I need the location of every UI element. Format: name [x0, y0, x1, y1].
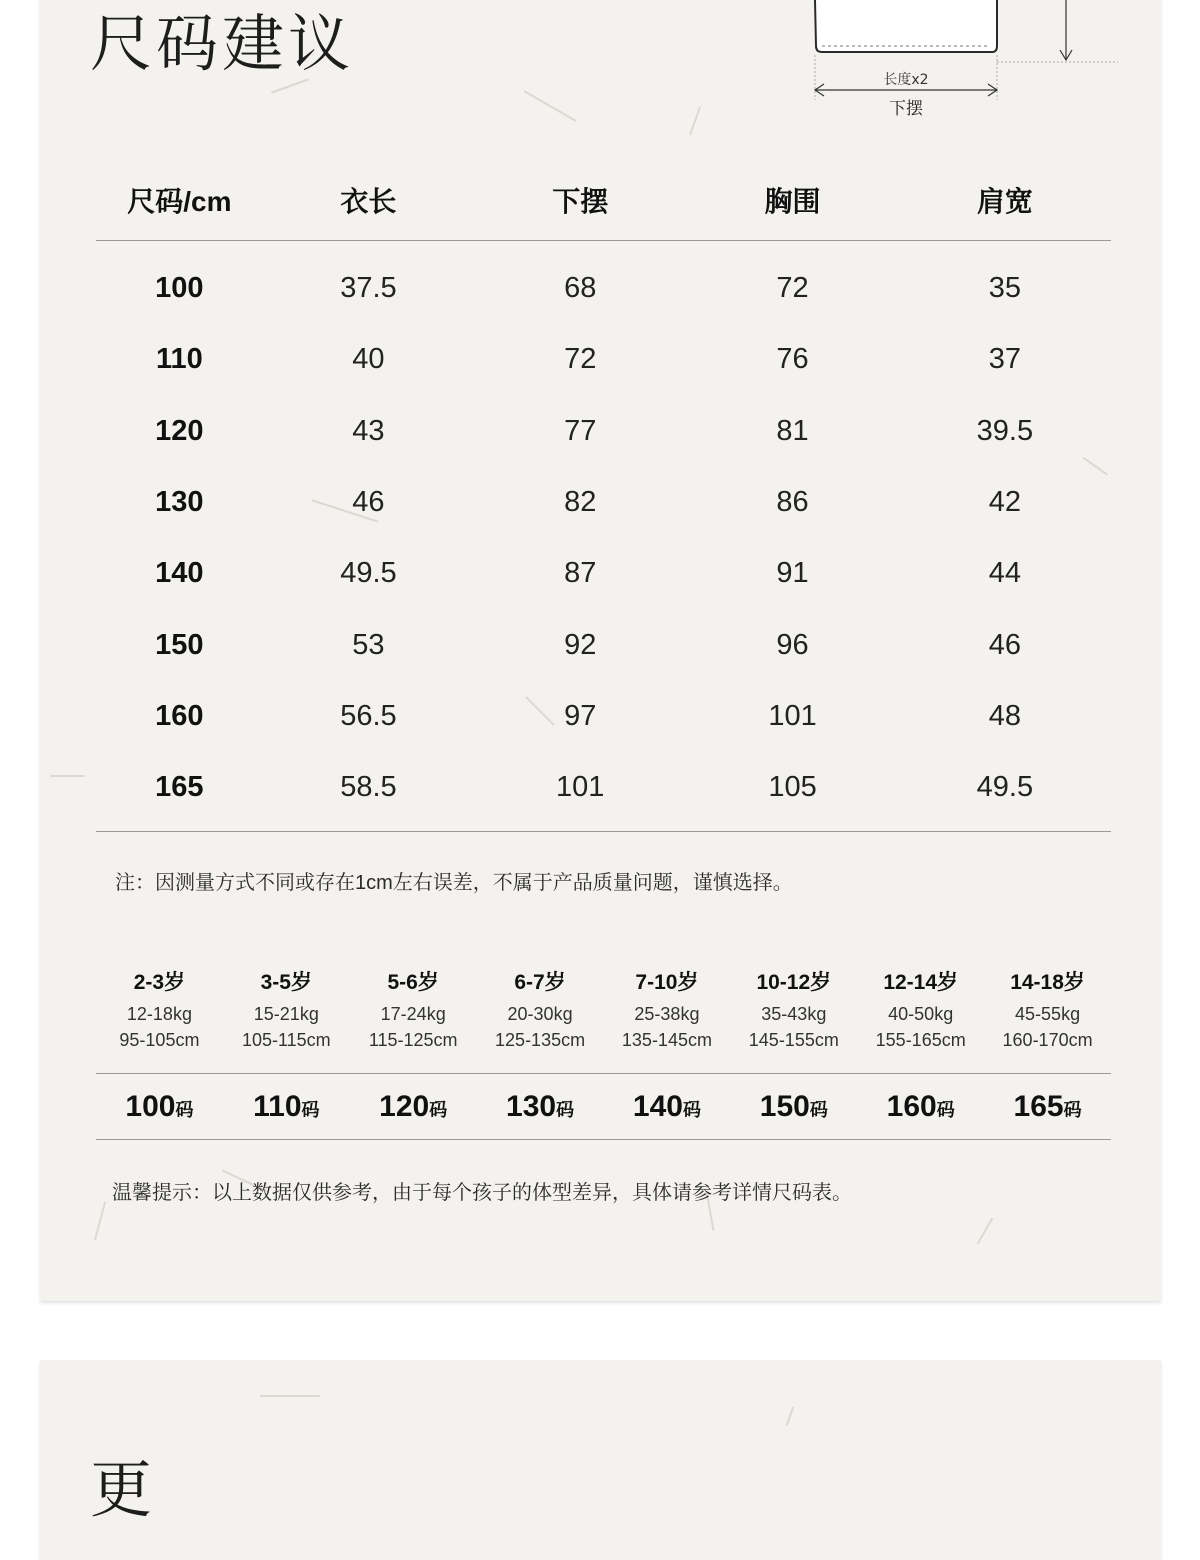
age-label: 7-10岁 [635, 971, 699, 994]
cell-length: 43 [352, 414, 385, 447]
reference-tip: 温馨提示：以上数据仅供参考，由于每个孩子的体型差异，具体请参考详情尺码表。 [112, 1182, 852, 1204]
weight-range: 45-55kg [1015, 1004, 1081, 1024]
size-chart-table [96, 160, 1111, 832]
size-code-unit: 码 [682, 1099, 701, 1120]
header-hem: 下摆 [552, 186, 609, 217]
table-row [96, 538, 1111, 609]
age-group [984, 963, 1111, 1073]
size-code-number: 140 [632, 1089, 683, 1123]
table-row [96, 752, 1111, 823]
size-code [350, 1090, 477, 1124]
table-row [96, 609, 1111, 680]
cell-hem: 68 [564, 272, 597, 305]
cell-length: 53 [352, 628, 385, 661]
height-range: 155-165cm [875, 1030, 966, 1050]
paper-fiber [260, 1395, 320, 1397]
table-row [96, 253, 1111, 324]
cell-chest: 76 [776, 343, 809, 376]
age-label: 12-14岁 [883, 971, 959, 994]
size-code-unit: 码 [1063, 1099, 1082, 1120]
age-size-guide [96, 963, 1111, 1140]
size-code-number: 165 [1013, 1089, 1064, 1123]
size-code [857, 1090, 984, 1124]
cell-hem: 92 [564, 628, 597, 661]
cell-size: 140 [155, 557, 204, 590]
weight-range: 25-38kg [634, 1004, 700, 1024]
paper-fiber [786, 1406, 795, 1425]
cell-hem: 97 [564, 699, 597, 732]
height-range: 135-145cm [621, 1030, 712, 1050]
cell-chest: 105 [768, 771, 817, 804]
paper-fiber [689, 107, 701, 136]
cell-length: 46 [352, 486, 385, 519]
cell-shoulder: 42 [988, 486, 1021, 519]
cell-size: 100 [155, 272, 204, 305]
height-range: 115-125cm [368, 1030, 458, 1050]
header-size: 尺码/cm [127, 186, 232, 217]
cell-hem: 87 [564, 557, 597, 590]
height-range: 160-170cm [1002, 1030, 1093, 1050]
age-group [96, 963, 223, 1073]
height-range: 125-135cm [495, 1030, 586, 1050]
header-length: 衣长 [340, 186, 397, 217]
age-group [477, 963, 604, 1073]
cell-size: 130 [155, 486, 204, 519]
height-range: 145-155cm [748, 1030, 839, 1050]
cell-size: 150 [155, 628, 204, 661]
size-code-number: 120 [379, 1089, 430, 1123]
size-code [477, 1090, 604, 1124]
cell-size: 120 [155, 414, 204, 447]
age-label: 6-7岁 [514, 971, 566, 994]
size-code-unit: 码 [556, 1099, 575, 1120]
cell-shoulder: 44 [988, 557, 1021, 590]
cell-chest: 96 [776, 628, 809, 661]
header-shoulder: 肩宽 [976, 186, 1033, 217]
cell-chest: 81 [776, 414, 809, 447]
age-group [604, 963, 731, 1073]
size-code-unit: 码 [175, 1099, 194, 1120]
cell-length: 37.5 [340, 272, 397, 305]
height-range: 95-105cm [119, 1030, 200, 1050]
paper-fiber [94, 1201, 106, 1240]
cell-size: 160 [155, 699, 204, 732]
next-section-card [40, 1360, 1161, 1560]
age-label: 5-6岁 [387, 971, 439, 994]
cell-chest: 91 [776, 557, 809, 590]
garment-measurement-diagram [800, 0, 1130, 125]
cell-shoulder: 39.5 [976, 414, 1034, 447]
size-code-number: 100 [125, 1089, 176, 1123]
cell-shoulder: 46 [988, 628, 1021, 661]
cell-chest: 86 [776, 486, 809, 519]
cell-shoulder: 49.5 [976, 771, 1034, 804]
next-section-title: 更 [90, 1453, 157, 1526]
cell-hem: 77 [564, 414, 597, 447]
weight-range: 35-43kg [761, 1004, 827, 1024]
size-code-number: 110 [253, 1089, 302, 1123]
paper-fiber [50, 775, 85, 777]
cell-shoulder: 37 [988, 343, 1021, 376]
size-code [730, 1090, 857, 1124]
cell-shoulder: 35 [988, 272, 1021, 305]
size-code-number: 150 [759, 1089, 810, 1123]
age-label: 10-12岁 [756, 971, 832, 994]
table-body [96, 241, 1111, 832]
cell-length: 40 [352, 343, 385, 376]
size-code-unit: 码 [809, 1099, 828, 1120]
table-row [96, 467, 1111, 538]
table-row [96, 324, 1111, 395]
age-label: 2-3岁 [133, 971, 186, 994]
size-code-number: 130 [506, 1089, 557, 1123]
measurement-note: 注：因测量方式不同或存在1cm左右误差，不属于产品质量问题，谨慎选择。 [115, 872, 793, 894]
cell-chest: 72 [776, 272, 809, 305]
age-group [857, 963, 984, 1073]
age-group [730, 963, 857, 1073]
size-code [223, 1090, 350, 1124]
weight-range: 17-24kg [380, 1004, 446, 1024]
cell-shoulder: 48 [988, 699, 1021, 732]
hem-label: 下摆 [889, 99, 923, 119]
size-code-number: 160 [886, 1089, 937, 1123]
table-row [96, 396, 1111, 467]
size-code-unit: 码 [301, 1099, 320, 1120]
cell-length: 56.5 [340, 699, 397, 732]
cell-hem: 72 [564, 343, 597, 376]
table-header-row [96, 160, 1111, 241]
size-code [984, 1090, 1111, 1124]
age-group [223, 963, 350, 1073]
size-code-row [96, 1074, 1111, 1140]
weight-range: 15-21kg [253, 1004, 319, 1024]
cell-hem: 82 [564, 486, 597, 519]
weight-range: 12-18kg [126, 1004, 192, 1024]
cell-hem: 101 [556, 771, 605, 804]
weight-range: 20-30kg [507, 1004, 573, 1024]
paper-fiber [977, 1218, 994, 1245]
age-group [350, 963, 477, 1073]
cell-length: 49.5 [340, 557, 397, 590]
age-label: 3-5岁 [260, 971, 312, 994]
header-chest: 胸围 [764, 186, 821, 217]
section-title: 尺码建议 [90, 7, 355, 80]
height-range: 105-115cm [241, 1030, 331, 1050]
size-code [96, 1090, 223, 1124]
size-code-unit: 码 [936, 1099, 955, 1120]
paper-fiber [524, 90, 577, 122]
weight-range: 40-50kg [888, 1004, 954, 1024]
cell-length: 58.5 [340, 771, 397, 804]
table-row [96, 681, 1111, 752]
size-code-unit: 码 [429, 1099, 448, 1120]
cell-chest: 101 [768, 699, 817, 732]
age-info-row [96, 963, 1111, 1074]
cell-size: 165 [155, 771, 204, 804]
cell-size: 110 [155, 343, 203, 376]
age-label: 14-18岁 [1010, 971, 1085, 994]
size-code [604, 1090, 731, 1124]
length-label: 长度x2 [883, 72, 929, 88]
